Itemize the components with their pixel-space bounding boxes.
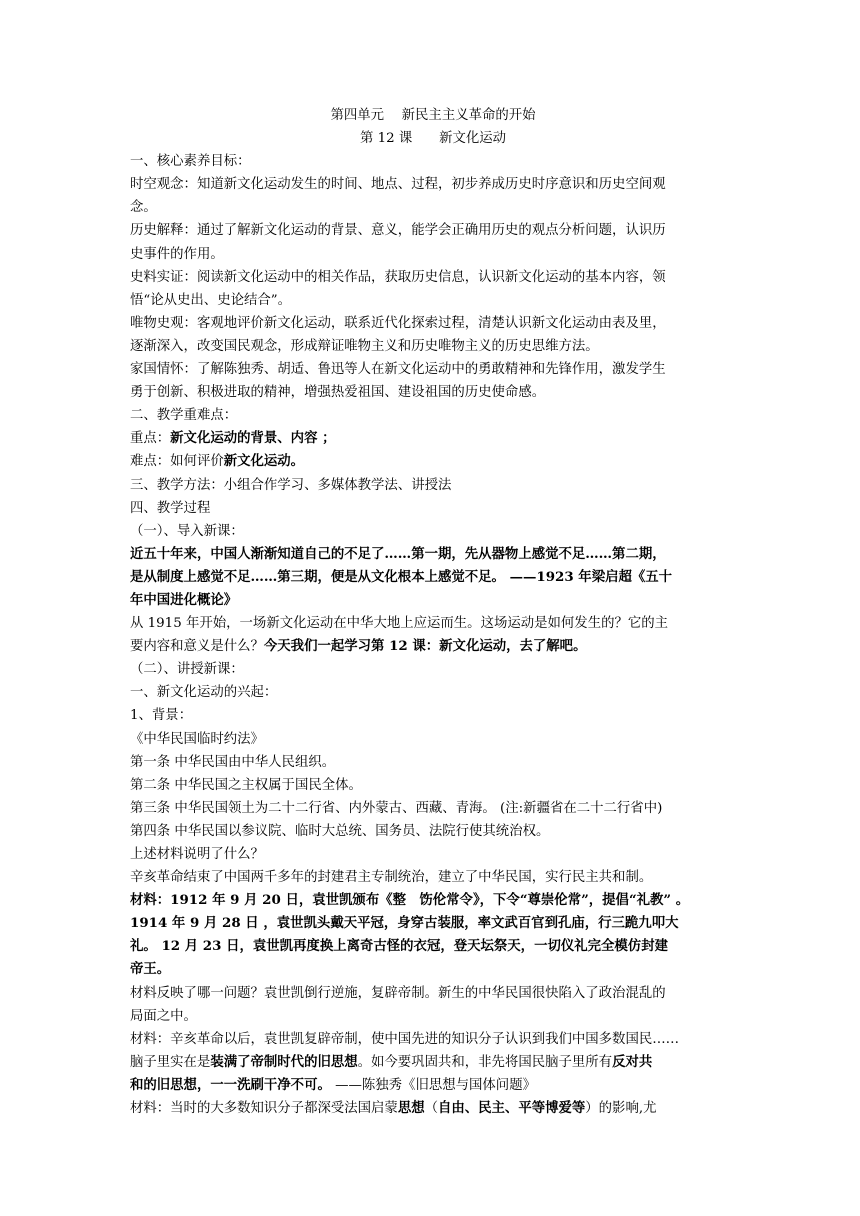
- difficult-point-label: 难点：如何评价: [130, 454, 224, 470]
- law-article: 第二条 中华民国之主权属于国民全体。: [130, 777, 362, 793]
- paragraph-line: 要内容和意义是什么？今天我们一起学习第 12 课：新文化运动，去了解吧。: [130, 638, 587, 655]
- topic-heading: 1、背景：: [130, 708, 193, 724]
- material-line: 礼。 12 月 23 日，袁世凯再度换上离奇古怪的衣冠，登天坛祭天，一切仪礼完全模仿封建: [130, 938, 668, 955]
- answer-line: 辛亥革命结束了中国两千多年的封建君主专制统治，建立了中华民国，实行民主共和制。: [130, 870, 653, 886]
- material-line: 材料：当时的大多数知识分子都深受法国启蒙思想（自由、民主、平等博爱等）的影响,尤: [130, 1100, 657, 1117]
- paragraph-line: 家国情怀：了解陈独秀、胡适、鲁迅等人在新文化运动中的勇敢精神和先锋作用，激发学生: [130, 362, 666, 378]
- material-line: 1914 年 9 月 28 日 ，袁世凯头戴天平冠，身穿古装服，率文武百官到孔庙，行三跪九叩大: [130, 915, 679, 932]
- paragraph-line: 念。: [130, 200, 157, 216]
- section-heading: 四、教学过程: [130, 500, 211, 516]
- paragraph-line: 从 1915 年开始，一场新文化运动在中华大地上应运而生。这场运动是如何发生的？它的主: [130, 616, 669, 632]
- key-point-label: 重点：: [130, 431, 171, 447]
- paragraph-line: 唯物史观：客观地评价新文化运动，联系近代化探索过程，清楚认识新文化运动由表及里，: [130, 315, 666, 331]
- paragraph-line: 史料实证：阅读新文化运动中的相关作品，获取历史信息，认识新文化运动的基本内容，领: [130, 269, 666, 285]
- material-line: 和的旧思想，一一洗刷干净不可。 ——陈独秀《旧思想与国体问题》: [130, 1076, 536, 1093]
- material-line: 脑子里实在是装满了帝制时代的旧思想。如今要巩固共和，非先将国民脑子里所有反对共: [130, 1053, 653, 1070]
- topic-heading: 一、新文化运动的兴起：: [130, 685, 278, 701]
- key-point-text: 新文化运动的背景、内容 ；: [170, 430, 336, 447]
- difficult-point-line: [130, 450, 736, 473]
- paragraph-line: 时空观念：知道新文化运动发生的时间、地点、过程，初步养成历史时序意识和历史空间观: [130, 177, 666, 193]
- question-line: 上述材料说明了什么？: [130, 847, 264, 862]
- document-title: 《中华民国临时约法》: [130, 731, 264, 747]
- document-body: [130, 104, 736, 1120]
- subsection-heading: （二）、讲授新课：: [130, 662, 244, 678]
- paragraph-line: 勇于创新、积极进取的精神，增强热爱祖国、建设祖国的历史使命感。: [130, 385, 546, 401]
- material-line: 材料：1912 年 9 月 20 日，袁世凯颁布《整 饬伦常令》，下令“尊崇伦常”，提倡“礼教” 。: [130, 892, 690, 909]
- paragraph-line: 史事件的作用。: [130, 246, 224, 262]
- law-article: 第四条 中华民国以参议院、临时大总统、国务员、法院行使其统治权。: [130, 823, 550, 839]
- paragraph-line: 历史解释：通过了解新文化运动的背景、意义，能学会正确用历史的观点分析问题，认识历: [130, 223, 666, 239]
- subsection-heading: （一）、导入新课：: [130, 523, 244, 539]
- material-line: 帝王。: [130, 961, 171, 978]
- difficult-point-text: 新文化运动。: [223, 453, 305, 470]
- unit-title: 第四单元 新民主主义革命的开始: [330, 108, 536, 123]
- material-line: 材料：辛亥革命以后，袁世凯复辟帝制，使中国先进的知识分子认识到我们中国多数国民……: [130, 1031, 680, 1047]
- paragraph-line: 局面之中。: [130, 1008, 197, 1024]
- section-heading: 一、核心素养目标：: [130, 154, 251, 170]
- key-point-line: [130, 427, 736, 450]
- paragraph-line: 逐渐深入，改变国民观念，形成辩证唯物主义和历史唯物主义的历史思维方法。: [130, 338, 599, 354]
- quote-line: 近五十年来，中国人渐渐知道自己的不足了……第一期，先从器物上感觉不足……第二期，: [130, 545, 666, 562]
- quote-line: 年中国进化概论》: [130, 591, 238, 608]
- law-article: 第三条 中华民国领土为二十二行省、内外蒙古、西藏、青海。 (注:新疆省在二十二行省中): [130, 800, 663, 816]
- lesson-title: 第 12 课 新文化运动: [359, 131, 507, 147]
- section-heading: 二、教学重难点：: [130, 408, 238, 424]
- paragraph-line: 材料反映了哪一问题？袁世凯倒行逆施，复辟帝制。新生的中华民国很快陷入了政治混乱的: [130, 985, 666, 1001]
- quote-line: 是从制度上感觉不足……第三期，便是从文化根本上感觉不足。 ——1923 年梁启超《五十: [130, 568, 673, 585]
- law-article: 第一条 中华民国由中华人民组织。: [130, 754, 336, 770]
- paragraph-line: 悟“论从史出、史论结合”。: [130, 292, 291, 308]
- section-heading: 三、教学方法：小组合作学习、多媒体教学法、讲授法: [130, 477, 452, 493]
